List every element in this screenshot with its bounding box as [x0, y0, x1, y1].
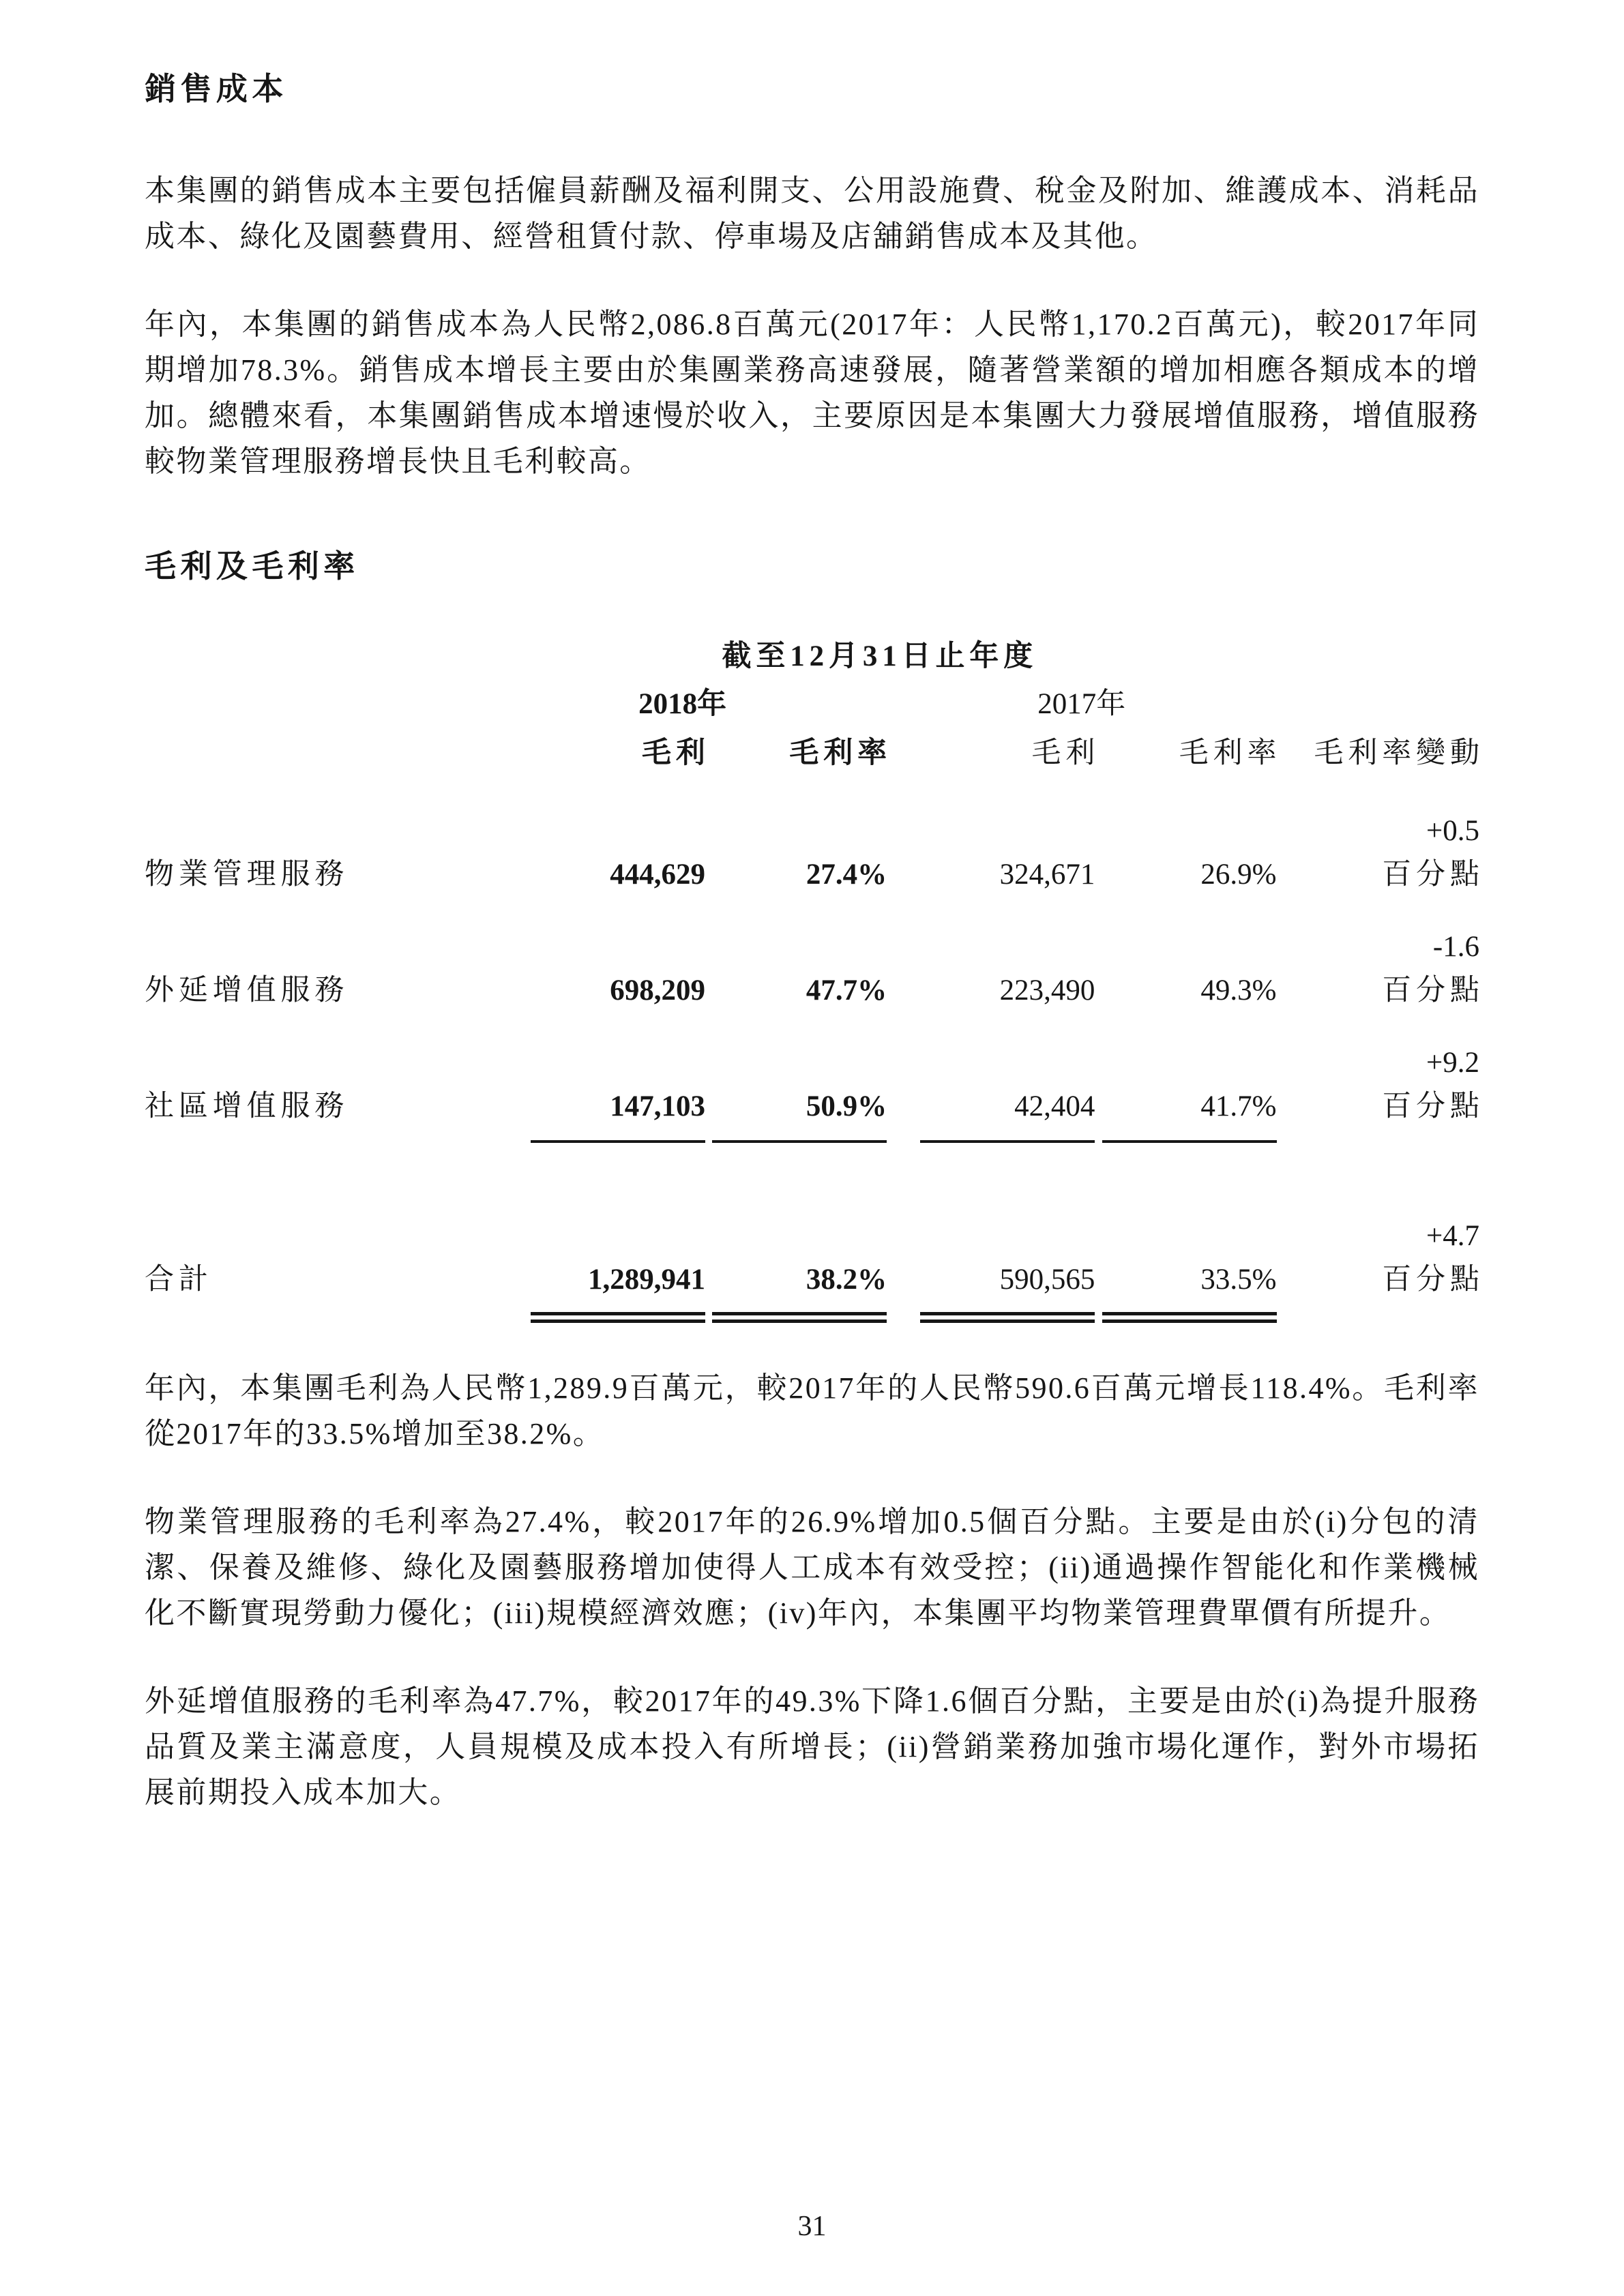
- year-2018-cell: [478, 678, 887, 726]
- column-header-gp-2018: [478, 726, 710, 775]
- year-2017-label: 2017年: [1037, 688, 1126, 720]
- margin-change-value: +0.5: [1426, 815, 1479, 847]
- margin-2017-cell: [1095, 775, 1276, 896]
- gp-2017-value: 590,565: [920, 1259, 1095, 1323]
- column-header-label: 毛利: [1031, 737, 1100, 769]
- paragraph-cost-of-sales-1: 本集團的銷售成本主要包括僱員薪酬及福利開支、公用設施費、稅金及附加、維護成本、消耗品成本、綠化及園藝費用、經營租賃付款、停車場及店舖銷售成本及其他。: [145, 174, 1479, 253]
- table-row-extended-vas: [145, 896, 1479, 1012]
- gp-2018-cell: [478, 1012, 705, 1143]
- period-header-label: 截至12月31日止年度: [722, 640, 1038, 672]
- margin-2018-cell: [705, 1143, 887, 1323]
- margin-2017-value: 33.5%: [1102, 1259, 1277, 1323]
- margin-change-unit: 百分點: [1382, 1264, 1484, 1296]
- gp-2018-value: 147,103: [531, 1086, 705, 1143]
- margin-2018-value: 47.7%: [806, 974, 887, 1007]
- row-label-cell: [145, 775, 478, 896]
- gp-2017-cell: [887, 1143, 1095, 1323]
- margin-2018-value: 50.9%: [712, 1086, 887, 1143]
- margin-2018-cell: [705, 896, 887, 1012]
- gp-2018-value: 1,289,941: [531, 1259, 705, 1323]
- margin-change-value: +4.7: [1426, 1220, 1479, 1252]
- margin-2018-value: 38.2%: [712, 1259, 887, 1323]
- paragraph-gross-profit-2: 物業管理服務的毛利率為27.4%，較2017年的26.9%增加0.5個百分點。主要是由於(i)分包的清潔、保養及維修、綠化及園藝服務增加使得人工成本有效受控；(ii)通過操作智能化和作業機械化不斷實現勞動力優化；(iii)規模經濟效應；(iv)年內，本集團平均物業管理費單價有所提升。: [145, 1505, 1479, 1630]
- gp-2017-value: 42,404: [920, 1086, 1095, 1143]
- paragraph-gross-profit-1: 年內，本集團毛利為人民幣1,289.9百萬元，較2017年的人民幣590.6百萬元增長118.4%。毛利率從2017年的33.5%增加至38.2%。: [145, 1371, 1479, 1450]
- gp-2017-value: 223,490: [999, 974, 1095, 1007]
- gp-2018-cell: [478, 775, 705, 896]
- row-label-cell: [145, 896, 478, 1012]
- paragraph-cost-of-sales-2: 年內，本集團的銷售成本為人民幣2,086.8百萬元(2017年：人民幣1,170.2百萬元)，較2017年同期增加78.3%。銷售成本增長主要由於集團業務高速發展，隨著營業額的增加相應各類成本的增加。總體來看，本集團銷售成本增速慢於收入，主要原因是本集團大力發展增值服務，增值服務較物業管理服務增長快且毛利較高。: [145, 308, 1479, 478]
- table-row-property-management: [145, 775, 1479, 896]
- column-header-label: 毛利率: [1179, 737, 1282, 769]
- column-header-margin-2018: [705, 726, 891, 775]
- empty-cell: [1277, 678, 1480, 726]
- column-header-gp-2017: [887, 726, 1100, 775]
- margin-change-value: -1.6: [1432, 931, 1479, 963]
- margin-2017-cell: [1095, 1012, 1276, 1143]
- gp-2018-cell: [478, 896, 705, 1012]
- paragraph-gross-profit-3: 外延增值服務的毛利率為47.7%，較2017年的49.3%下降1.6個百分點，主要是由於(i)為提升服務品質及業主滿意度，人員規模及成本投入有所增長；(ii)營銷業務加強市場化運作，對外市場拓展前期投入成本加大。: [145, 1684, 1479, 1809]
- margin-change-value: +9.2: [1426, 1047, 1479, 1079]
- row-label-cell: [145, 1143, 478, 1323]
- margin-2018-cell: [705, 1012, 887, 1143]
- year-2017-cell: [887, 678, 1276, 726]
- column-header-label: 毛利率: [789, 737, 891, 769]
- gp-2017-cell: [887, 896, 1095, 1012]
- row-label-cell: [145, 1012, 478, 1143]
- margin-change-unit: 百分點: [1382, 974, 1484, 1007]
- column-header-label: 毛利: [642, 737, 710, 769]
- row-label: 社區增值服務: [145, 1090, 349, 1122]
- gp-2017-cell: [887, 775, 1095, 896]
- empty-cell: [1277, 636, 1480, 678]
- row-label: 合計: [145, 1264, 213, 1296]
- column-header-label: 毛利率變動: [1314, 737, 1484, 769]
- gp-2017-cell: [887, 1012, 1095, 1143]
- table-row-total: [145, 1143, 1479, 1323]
- table-subheader-row: [145, 726, 1479, 775]
- section-heading-cost-of-sales: 銷售成本: [145, 72, 288, 106]
- margin-change-cell: [1277, 896, 1484, 1012]
- column-header-margin-2017: [1095, 726, 1282, 775]
- page-number: 31: [797, 2211, 827, 2242]
- row-label: 物業管理服務: [145, 859, 349, 891]
- margin-change-unit: 百分點: [1382, 1090, 1484, 1122]
- empty-cell: [145, 636, 478, 678]
- margin-2017-value: 26.9%: [1200, 859, 1277, 891]
- margin-change-cell: [1277, 1012, 1484, 1143]
- margin-2017-value: 41.7%: [1102, 1086, 1277, 1143]
- margin-change-cell: [1277, 775, 1484, 896]
- margin-2018-cell: [705, 775, 887, 896]
- margin-2017-value: 49.3%: [1200, 974, 1277, 1007]
- margin-2017-cell: [1095, 896, 1276, 1012]
- margin-change-cell: [1277, 1143, 1484, 1323]
- gp-2018-value: 444,629: [610, 859, 705, 891]
- empty-cell: [145, 678, 478, 726]
- section-heading-gross-profit: 毛利及毛利率: [145, 549, 359, 584]
- column-header-margin-change: [1277, 726, 1484, 775]
- margin-2017-cell: [1095, 1143, 1276, 1323]
- period-header-cell: [478, 636, 1276, 678]
- margin-change-unit: 百分點: [1382, 859, 1484, 891]
- margin-2018-value: 27.4%: [806, 859, 887, 891]
- table-period-header-row: [145, 636, 1479, 678]
- gross-profit-table: [145, 636, 1484, 1323]
- gp-2017-value: 324,671: [999, 859, 1095, 891]
- table-row-community-vas: [145, 1012, 1479, 1143]
- gp-2018-value: 698,209: [610, 974, 705, 1007]
- empty-cell: [145, 726, 478, 775]
- gp-2018-cell: [478, 1143, 705, 1323]
- year-2018-label: 2018年: [638, 688, 727, 720]
- row-label: 外延增值服務: [145, 974, 349, 1007]
- table-years-row: [145, 678, 1479, 726]
